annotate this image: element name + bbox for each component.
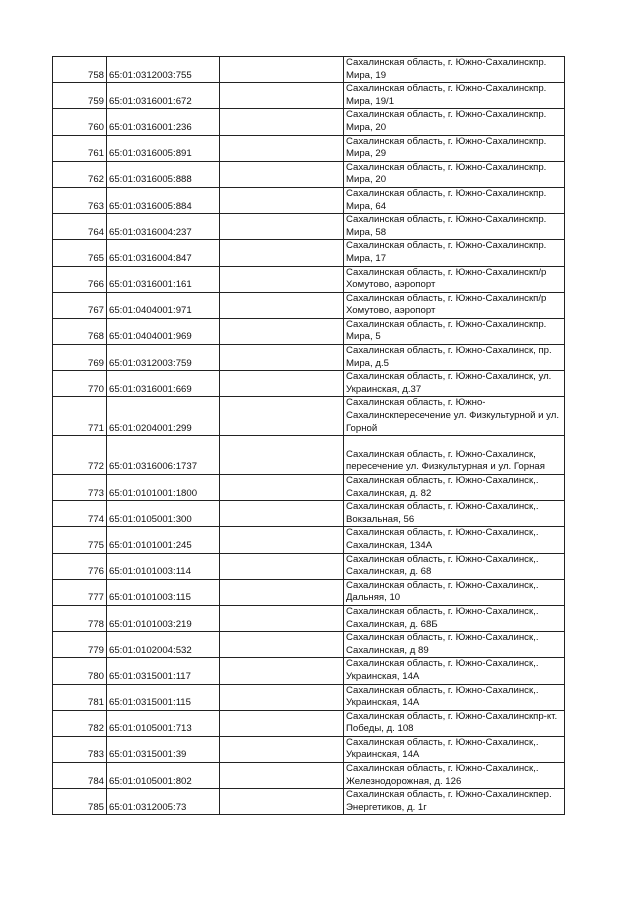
address-cell <box>344 161 565 187</box>
address-line: Украинская, 14А <box>346 697 420 709</box>
address-line: Сахалинская область, г. Южно-Сахалинск,. <box>346 501 539 513</box>
cadastral-number-cell: 65:01:0316005:884 <box>107 187 220 213</box>
empty-cell <box>220 109 344 135</box>
address-cell <box>344 579 565 605</box>
cadastral-number-cell: 65:01:0404001:971 <box>107 292 220 318</box>
address-line: Сахалинская область, г. Южно-Сахалинскпр. <box>346 318 547 330</box>
table-row <box>53 345 565 371</box>
address-line: Хомутово, аэропорт <box>346 279 436 291</box>
address-line: Сахалинская, д. 68Б <box>346 618 438 630</box>
row-number-cell: 769 <box>53 345 107 371</box>
cadastral-number-cell: 65:01:0101001:245 <box>107 527 220 553</box>
table-row <box>53 501 565 527</box>
row-number-cell: 764 <box>53 214 107 240</box>
address-line: Мира, 29 <box>346 148 387 160</box>
table-row <box>53 553 565 579</box>
table-row <box>53 436 565 475</box>
cadastral-number-cell: 65:01:0404001:969 <box>107 318 220 344</box>
table-row <box>53 135 565 161</box>
empty-cell <box>220 318 344 344</box>
row-number-cell: 782 <box>53 710 107 736</box>
row-number-cell: 773 <box>53 475 107 501</box>
address-line: Мира, 19/1 <box>346 95 395 107</box>
address-cell <box>344 527 565 553</box>
table-row <box>53 736 565 762</box>
row-number-cell: 761 <box>53 135 107 161</box>
address-line: Сахалинская область, г. Южно-Сахалинск, <box>346 448 536 460</box>
empty-cell <box>220 292 344 318</box>
address-line: Сахалинская область, г. Южно-Сахалинск,. <box>346 553 539 565</box>
cadastral-number-cell: 65:01:0105001:713 <box>107 710 220 736</box>
cadastral-number-cell: 65:01:0316001:672 <box>107 83 220 109</box>
row-number-cell: 758 <box>53 57 107 83</box>
address-cell <box>344 135 565 161</box>
register-table-body <box>53 57 565 815</box>
address-line: Мира, д.5 <box>346 357 389 369</box>
address-line: Сахалинская область, г. Южно-Сахалинскп/р <box>346 266 547 278</box>
cadastral-number-cell: 65:01:0105001:802 <box>107 763 220 789</box>
empty-cell <box>220 684 344 710</box>
cadastral-number-cell: 65:01:0105001:300 <box>107 501 220 527</box>
table-row <box>53 605 565 631</box>
cadastral-number-cell: 65:01:0316001:236 <box>107 109 220 135</box>
empty-cell <box>220 345 344 371</box>
row-number-cell: 777 <box>53 579 107 605</box>
address-cell <box>344 501 565 527</box>
cadastral-number-cell: 65:01:0101003:114 <box>107 553 220 579</box>
cadastral-number-cell: 65:01:0316004:237 <box>107 214 220 240</box>
address-line: Вокзальная, 56 <box>346 513 415 525</box>
row-number-cell: 775 <box>53 527 107 553</box>
empty-cell <box>220 763 344 789</box>
address-line: Сахалинская область, г. Южно-Сахалинск,. <box>346 579 539 591</box>
table-row <box>53 83 565 109</box>
empty-cell <box>220 240 344 266</box>
address-cell <box>344 553 565 579</box>
address-cell <box>344 763 565 789</box>
address-line: Сахалинская область, г. Южно-Сахалинскп/р <box>346 292 547 304</box>
empty-cell <box>220 187 344 213</box>
address-cell <box>344 789 565 815</box>
address-line: Сахалинская область, г. Южно-Сахалинск,. <box>346 527 539 539</box>
address-line <box>346 436 562 449</box>
empty-cell <box>220 789 344 815</box>
address-line: Мира, 58 <box>346 226 387 238</box>
cadastral-number-cell: 65:01:0316005:888 <box>107 161 220 187</box>
empty-cell <box>220 266 344 292</box>
address-line: Мира, 17 <box>346 252 387 264</box>
cadastral-number-cell: 65:01:0312003:759 <box>107 345 220 371</box>
address-line: Сахалинская область, г. Южно-Сахалинск,. <box>346 605 539 617</box>
address-line: Сахалинская область, г. Южно-Сахалинск,. <box>346 658 539 670</box>
address-line: Сахалинская область, г. Южно- <box>346 397 486 409</box>
address-line: Сахалинская область, г. Южно-Сахалинскпр. <box>346 214 547 226</box>
row-number-cell: 765 <box>53 240 107 266</box>
row-number-cell: 771 <box>53 397 107 436</box>
table-row <box>53 109 565 135</box>
address-line: Сахалинская, д. 82 <box>346 487 432 499</box>
address-cell <box>344 83 565 109</box>
cadastral-number-cell: 65:01:0315001:117 <box>107 658 220 684</box>
address-line: Сахалинскпересечение ул. Физкультурной и ул. <box>346 410 560 422</box>
address-cell <box>344 710 565 736</box>
row-number-cell: 770 <box>53 371 107 397</box>
address-cell <box>344 371 565 397</box>
address-line: Железнодорожная, д. 126 <box>346 775 462 787</box>
table-row <box>53 579 565 605</box>
address-line: Мира, 64 <box>346 200 387 212</box>
empty-cell <box>220 710 344 736</box>
row-number-cell: 779 <box>53 632 107 658</box>
address-cell <box>344 109 565 135</box>
row-number-cell: 781 <box>53 684 107 710</box>
row-number-cell: 780 <box>53 658 107 684</box>
table-row <box>53 371 565 397</box>
address-line: пересечение ул. Физкультурная и ул. Горная <box>346 461 545 473</box>
address-cell <box>344 266 565 292</box>
address-line: Сахалинская, д. 68 <box>346 566 432 578</box>
empty-cell <box>220 501 344 527</box>
address-line: Мира, 19 <box>346 69 387 81</box>
address-line: Сахалинская область, г. Южно-Сахалинскпр. <box>346 135 547 147</box>
address-line: Сахалинская область, г. Южно-Сахалинск,. <box>346 736 539 748</box>
address-line: Сахалинская область, г. Южно-Сахалинскпр-кт. <box>346 710 558 722</box>
empty-cell <box>220 135 344 161</box>
address-line: Мира, 20 <box>346 174 387 186</box>
cadastral-number-cell: 65:01:0316006:1737 <box>107 436 220 475</box>
row-number-cell: 767 <box>53 292 107 318</box>
table-row <box>53 684 565 710</box>
address-line: Сахалинская область, г. Южно-Сахалинскпр. <box>346 161 547 173</box>
address-line: Сахалинская, д 89 <box>346 644 429 656</box>
address-cell <box>344 292 565 318</box>
address-line: Победы, д. 108 <box>346 723 414 735</box>
address-line: Хомутово, аэропорт <box>346 305 436 317</box>
table-row <box>53 57 565 83</box>
address-cell <box>344 345 565 371</box>
address-line: Дальняя, 10 <box>346 592 401 604</box>
address-line: Украинская, 14А <box>346 670 420 682</box>
row-number-cell: 763 <box>53 187 107 213</box>
address-line: Сахалинская область, г. Южно-Сахалинск,. <box>346 632 539 644</box>
empty-cell <box>220 161 344 187</box>
address-cell <box>344 436 565 475</box>
row-number-cell: 768 <box>53 318 107 344</box>
table-row <box>53 789 565 815</box>
empty-cell <box>220 475 344 501</box>
address-cell <box>344 240 565 266</box>
address-line: Сахалинская область, г. Южно-Сахалинскпр. <box>346 187 547 199</box>
address-line: Сахалинская область, г. Южно-Сахалинск, ул. <box>346 371 552 383</box>
address-cell <box>344 632 565 658</box>
address-cell <box>344 605 565 631</box>
address-cell <box>344 397 565 436</box>
address-cell <box>344 57 565 83</box>
empty-cell <box>220 579 344 605</box>
cadastral-number-cell: 65:01:0101003:115 <box>107 579 220 605</box>
address-line: Сахалинская область, г. Южно-Сахалинскпр. <box>346 240 547 252</box>
empty-cell <box>220 527 344 553</box>
empty-cell <box>220 553 344 579</box>
address-line: Горной <box>346 422 378 434</box>
empty-cell <box>220 736 344 762</box>
address-line: Сахалинская область, г. Южно-Сахалинскпер. <box>346 789 552 801</box>
address-cell <box>344 684 565 710</box>
address-cell <box>344 318 565 344</box>
row-number-cell: 784 <box>53 763 107 789</box>
row-number-cell: 776 <box>53 553 107 579</box>
table-row <box>53 187 565 213</box>
table-row <box>53 266 565 292</box>
address-line: Сахалинская область, г. Южно-Сахалинск,. <box>346 475 539 486</box>
table-row <box>53 658 565 684</box>
cadastral-number-cell: 65:01:0315001:115 <box>107 684 220 710</box>
address-line: Мира, 5 <box>346 331 381 343</box>
cadastral-number-cell: 65:01:0315001:39 <box>107 736 220 762</box>
empty-cell <box>220 632 344 658</box>
cadastral-number-cell: 65:01:0312003:755 <box>107 57 220 83</box>
address-cell <box>344 475 565 501</box>
cadastral-number-cell: 65:01:0102004:532 <box>107 632 220 658</box>
address-cell <box>344 214 565 240</box>
empty-cell <box>220 605 344 631</box>
address-line: Энергетиков, д. 1г <box>346 801 427 813</box>
empty-cell <box>220 658 344 684</box>
address-cell <box>344 736 565 762</box>
table-row <box>53 632 565 658</box>
cadastral-number-cell: 65:01:0316001:161 <box>107 266 220 292</box>
cadastral-number-cell: 65:01:0316004:847 <box>107 240 220 266</box>
empty-cell <box>220 436 344 475</box>
row-number-cell: 772 <box>53 436 107 475</box>
cadastral-number-cell: 65:01:0316005:891 <box>107 135 220 161</box>
row-number-cell: 778 <box>53 605 107 631</box>
table-row <box>53 527 565 553</box>
cadastral-number-cell: 65:01:0101001:1800 <box>107 475 220 501</box>
address-line: Украинская, д.37 <box>346 383 422 395</box>
table-row <box>53 292 565 318</box>
address-line: Сахалинская, 134А <box>346 539 433 551</box>
address-line: Сахалинская область, г. Южно-Сахалинскпр. <box>346 83 547 95</box>
register-table <box>52 56 565 815</box>
empty-cell <box>220 57 344 83</box>
cadastral-number-cell: 65:01:0101003:219 <box>107 605 220 631</box>
cadastral-number-cell: 65:01:0312005:73 <box>107 789 220 815</box>
address-line: Сахалинская область, г. Южно-Сахалинскпр. <box>346 57 547 68</box>
address-line: Сахалинская область, г. Южно-Сахалинскпр. <box>346 109 547 121</box>
row-number-cell: 774 <box>53 501 107 527</box>
address-cell <box>344 658 565 684</box>
table-row <box>53 214 565 240</box>
row-number-cell: 760 <box>53 109 107 135</box>
address-line: Украинская, 14А <box>346 749 420 761</box>
cadastral-number-cell: 65:01:0204001:299 <box>107 397 220 436</box>
row-number-cell: 759 <box>53 83 107 109</box>
table-row <box>53 397 565 436</box>
table-row <box>53 161 565 187</box>
table-row <box>53 763 565 789</box>
address-line: Мира, 20 <box>346 121 387 133</box>
address-line: Сахалинская область, г. Южно-Сахалинск, пр. <box>346 345 552 357</box>
table-row <box>53 240 565 266</box>
table-row <box>53 710 565 736</box>
row-number-cell: 762 <box>53 161 107 187</box>
table-row <box>53 318 565 344</box>
empty-cell <box>220 214 344 240</box>
row-number-cell: 783 <box>53 736 107 762</box>
table-row <box>53 475 565 501</box>
address-line: Сахалинская область, г. Южно-Сахалинск,. <box>346 763 539 775</box>
row-number-cell: 766 <box>53 266 107 292</box>
cadastral-number-cell: 65:01:0316001:669 <box>107 371 220 397</box>
address-line: Сахалинская область, г. Южно-Сахалинск,. <box>346 684 539 696</box>
empty-cell <box>220 83 344 109</box>
address-cell <box>344 187 565 213</box>
row-number-cell: 785 <box>53 789 107 815</box>
empty-cell <box>220 397 344 436</box>
empty-cell <box>220 371 344 397</box>
